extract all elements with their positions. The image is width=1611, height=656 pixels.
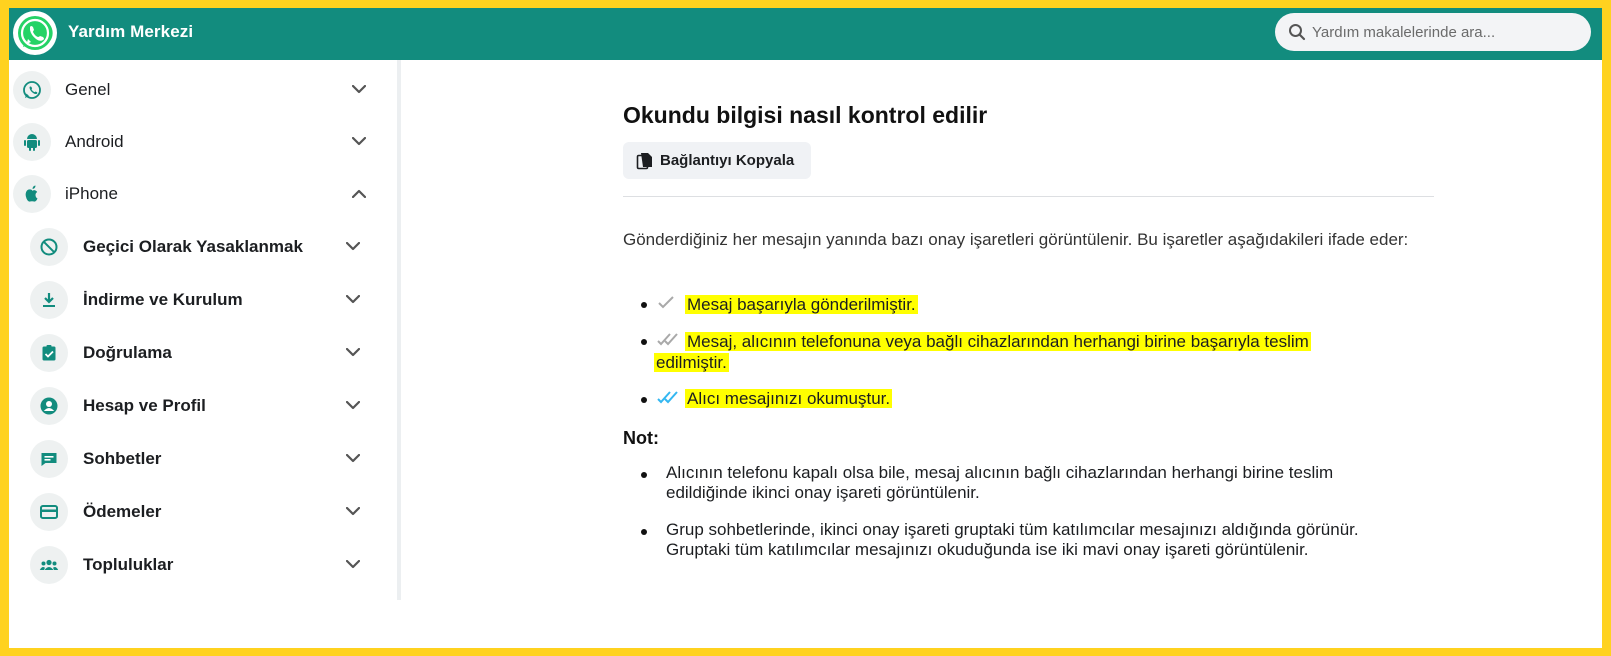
sidebar-subitem-label: Geçici Olarak Yasaklanmak	[83, 237, 303, 256]
sidebar-subitem-dogrulama[interactable]	[9, 332, 389, 376]
sidebar-subitem-indirme[interactable]	[9, 279, 389, 323]
chevron-down-icon[interactable]	[346, 507, 360, 516]
sidebar-subitem-label: Hesap ve Profil	[83, 396, 206, 415]
tick-item	[685, 294, 1405, 315]
card-icon	[30, 493, 68, 531]
search-icon	[1288, 23, 1306, 41]
divider	[623, 196, 1434, 197]
note-heading: Not:	[623, 428, 659, 448]
chevron-down-icon[interactable]	[346, 242, 360, 251]
bullet	[641, 397, 647, 403]
chevron-down-icon[interactable]	[346, 560, 360, 569]
highlighted-text: Mesaj başarıyla gönderilmiştir.	[687, 295, 916, 314]
account-icon	[30, 387, 68, 425]
download-icon	[30, 281, 68, 319]
sidebar-subitem-label: Ödemeler	[83, 502, 162, 521]
sidebar-subitem-label: Topluluklar	[83, 555, 174, 574]
double-blue-tick-icon	[657, 391, 683, 405]
sidebar-subitem-topluluklar[interactable]	[9, 544, 389, 588]
ban-icon	[30, 228, 68, 266]
help-center-page	[9, 8, 1602, 648]
clipboard-check-icon	[30, 334, 68, 372]
sidebar-subitem-sohbetler[interactable]	[9, 438, 389, 482]
sidebar-subitem-label: İndirme ve Kurulum	[83, 290, 243, 309]
bullet	[641, 529, 647, 535]
apple-icon	[13, 175, 51, 213]
sidebar-subitem-label: Doğrulama	[83, 343, 172, 362]
tick-item	[685, 388, 1405, 409]
chevron-down-icon[interactable]	[346, 401, 360, 410]
sidebar-item-label: Genel	[65, 80, 111, 99]
chat-icon	[30, 440, 68, 478]
sidebar-item-iphone[interactable]	[9, 173, 389, 217]
intro-text: Gönderdiğiniz her mesajın yanında bazı onay işaretleri görüntülenir. Bu işaretler aşağıdakileri ifade eder:	[623, 230, 1409, 249]
whatsapp-icon	[13, 71, 51, 109]
copy-icon	[636, 152, 654, 170]
note-item: Alıcının telefonu kapalı olsa bile, mesaj alıcının bağlı cihazlarından herhangi birine teslim edildiğinde ikinci onay işareti görüntülenir.	[666, 463, 1334, 502]
note-item: Grup sohbetlerinde, ikinci onay işareti gruptaki tüm katılımcılar mesajınızı aldığında görünür. Gruptaki tüm katılımcılar mesajınızı okuduğunda ise iki mavi onay işareti görüntülenir.	[666, 520, 1359, 559]
brand-title[interactable]: Yardım Merkezi	[68, 22, 194, 41]
top-bar	[9, 8, 1602, 60]
sidebar-subitem-odemeler[interactable]	[9, 491, 389, 535]
chevron-up-icon[interactable]	[352, 189, 366, 198]
page-title: Okundu bilgisi nasıl kontrol edilir	[623, 102, 988, 128]
single-gray-tick-icon	[657, 296, 679, 310]
sidebar-subitem-gecici-yasak[interactable]	[9, 226, 389, 270]
chevron-down-icon[interactable]	[346, 348, 360, 357]
chevron-down-icon[interactable]	[346, 454, 360, 463]
bullet	[641, 472, 647, 478]
sidebar-subitem-hesap-profil[interactable]	[9, 385, 389, 429]
copy-link-label: Bağlantıyı Kopyala	[660, 152, 795, 169]
chevron-down-icon[interactable]	[352, 85, 366, 94]
sidebar-item-android[interactable]	[9, 121, 389, 165]
group-icon	[30, 546, 68, 584]
sidebar	[9, 60, 401, 600]
bullet	[641, 339, 647, 345]
chevron-down-icon[interactable]	[346, 295, 360, 304]
sidebar-item-genel[interactable]	[9, 69, 389, 113]
search-input[interactable]	[1275, 13, 1591, 51]
sidebar-item-label: iPhone	[65, 184, 118, 203]
bullet	[641, 302, 647, 308]
tick-item	[654, 331, 1379, 373]
copy-link-button[interactable]	[623, 142, 811, 179]
sidebar-item-label: Android	[65, 132, 124, 151]
highlighted-text: Mesaj, alıcının telefonuna veya bağlı cihazlarından herhangi birine başarıyla teslim edilmiştir.	[656, 332, 1309, 372]
sidebar-subitem-label: Sohbetler	[83, 449, 162, 468]
chevron-down-icon[interactable]	[352, 137, 366, 146]
android-icon	[13, 123, 51, 161]
whatsapp-logo-icon[interactable]	[13, 11, 57, 55]
highlighted-text: Alıcı mesajınızı okumuştur.	[687, 389, 891, 408]
